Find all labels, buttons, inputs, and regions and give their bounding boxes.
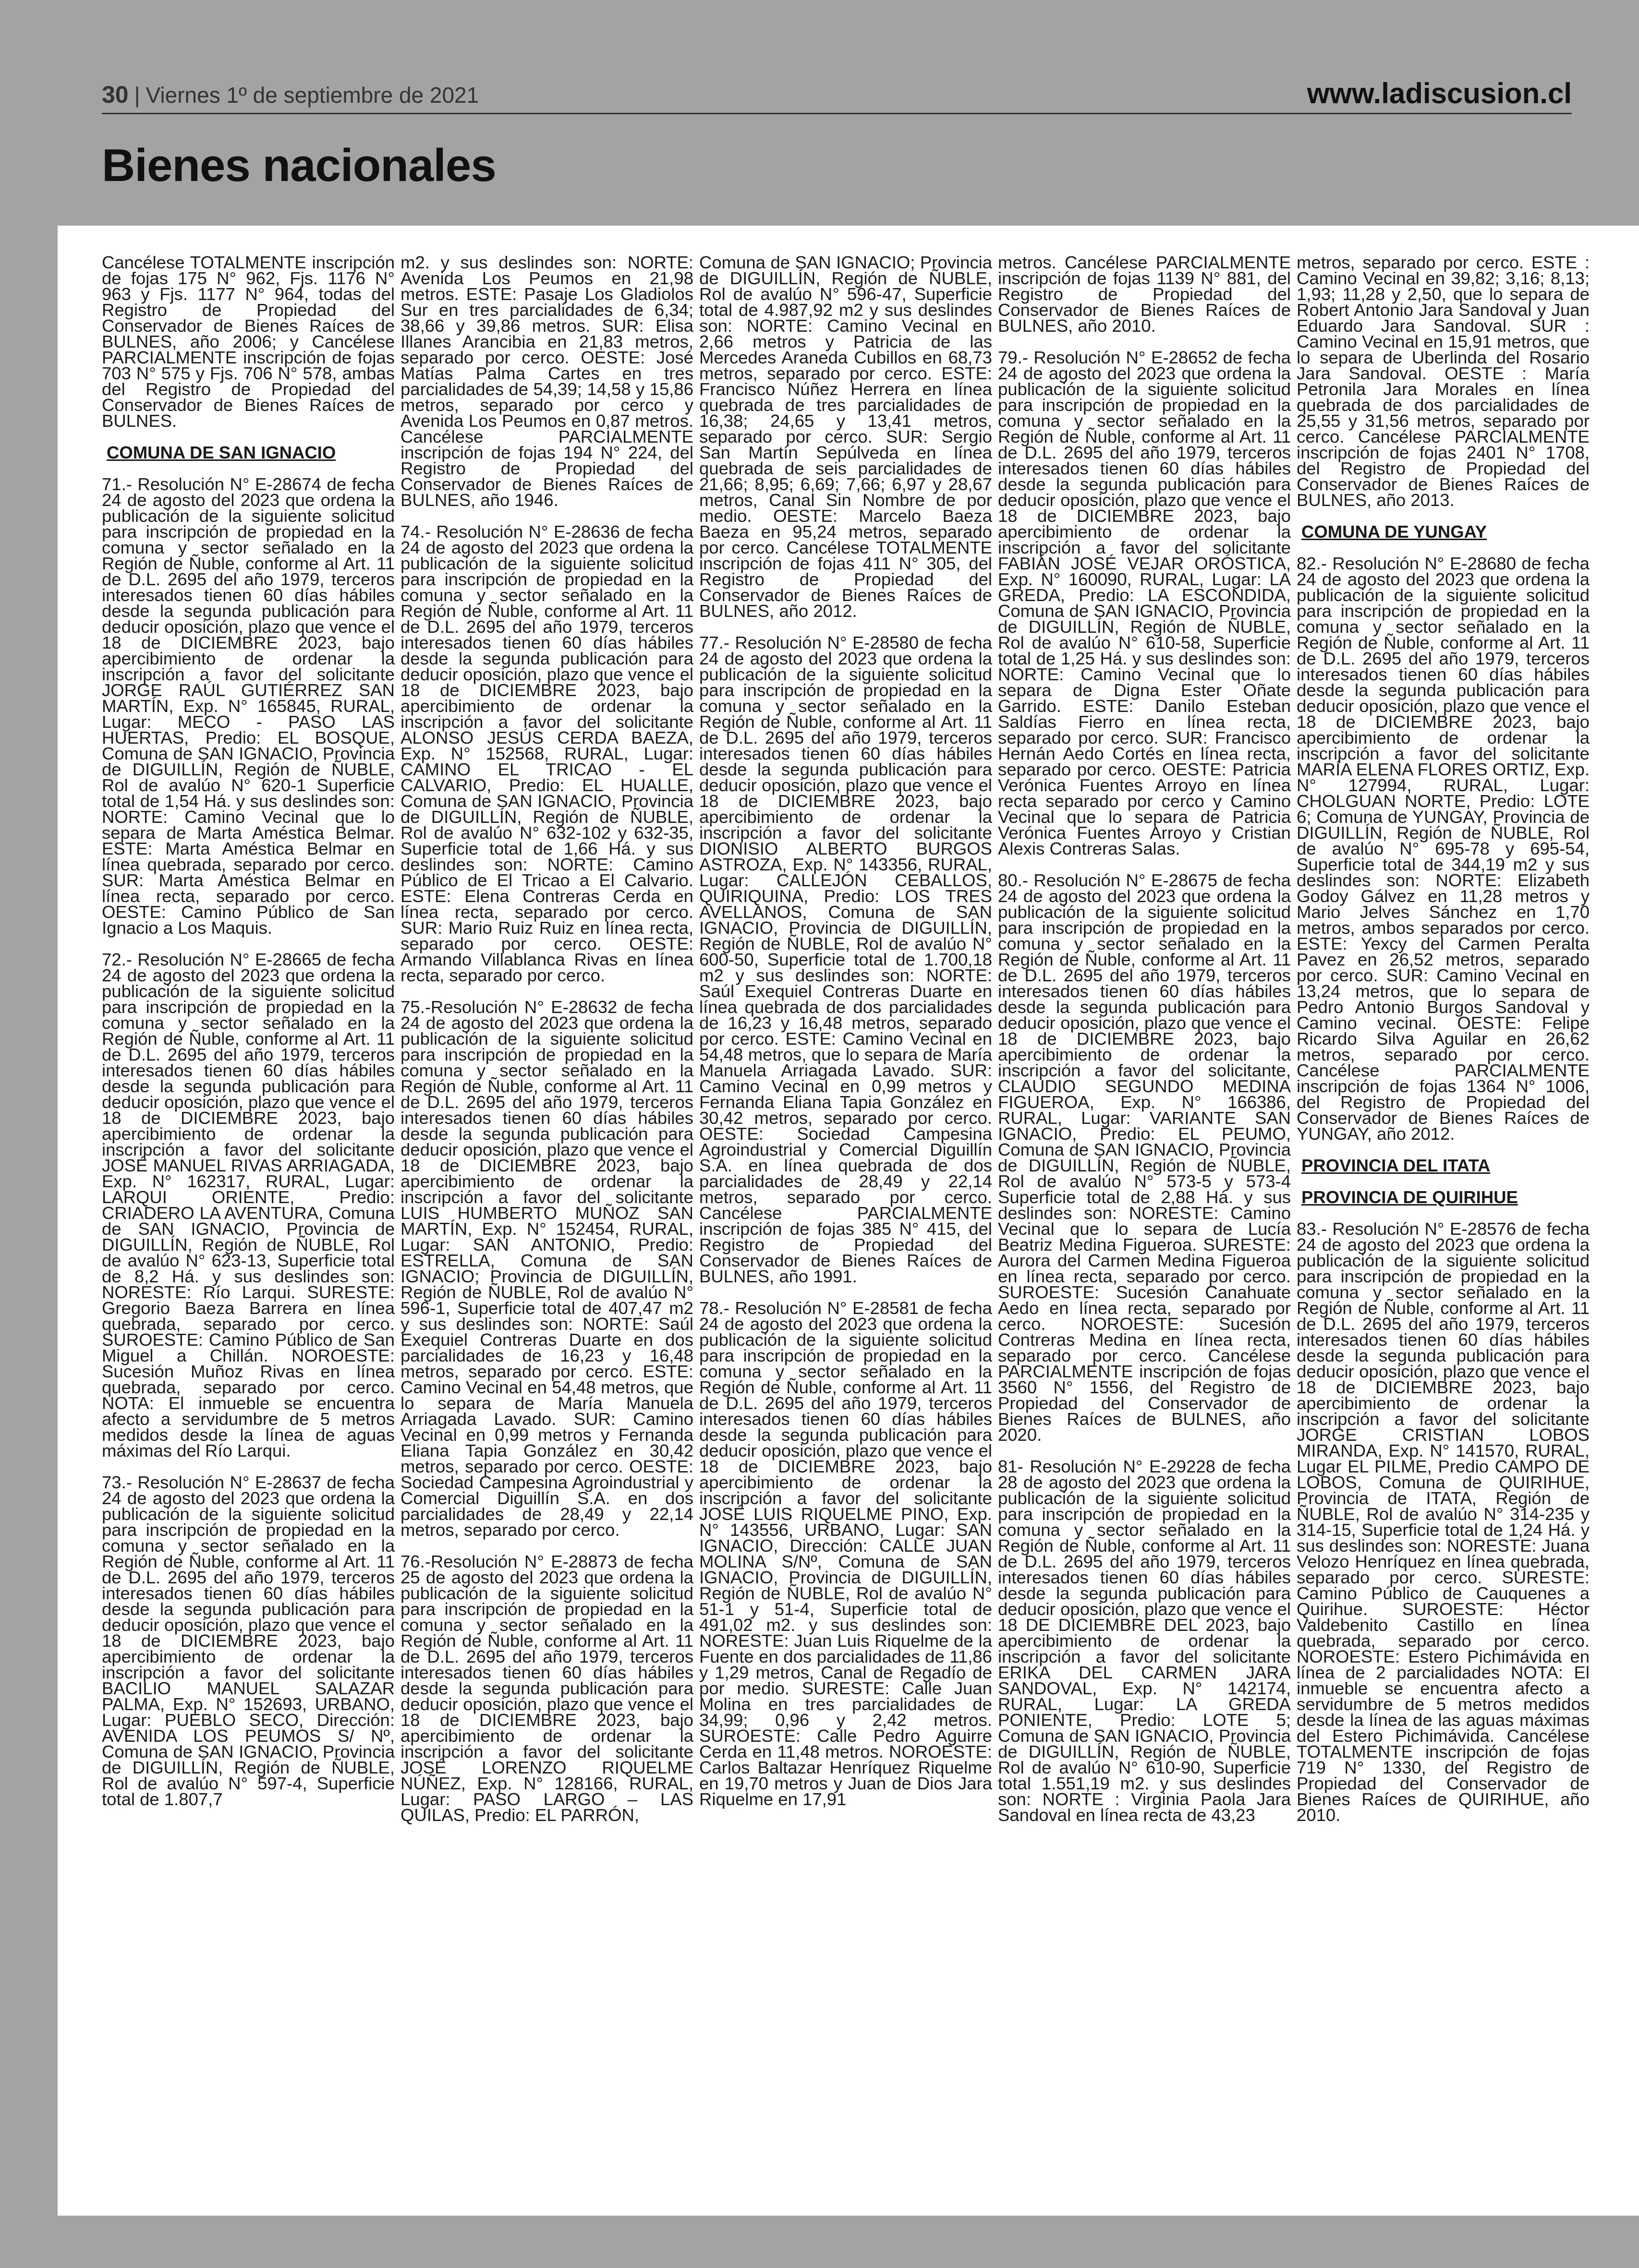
column-4 [998,254,1291,1823]
notice-paragraph: 73.- Resolución N° E-28637 de fecha 24 de agosto del 2023 que ordena la publicación de la siguiente solicitud para inscripción de propiedad en la comuna y sector señalado en la Región de Ñuble, conforme al Art. 11 de D.L. 2695 del año 1979, terceros interesados tienen 60 días hábiles desde la segunda publicación para deducir oposición, plazo que vence el 18 de DICIEMBRE 2023, bajo apercibimiento de ordenar la inscripción a favor del solicitante BACILIO MANUEL SALAZAR PALMA, Exp. N° 152693, URBANO, Lugar: PUEBLO SECO, Dirección: AVENIDA LOS PEUMOS S/ Nº, Comuna de SAN IGNACIO, Provincia de DIGUILLÍN, Región de ÑUBLE, Rol de avalúo N° 597-4, Superficie total de 1.807,7 [102,1472,395,1809]
notice-paragraph: 72.- Resolución N° E-28665 de fecha 24 de agosto del 2023 que ordena la publicación de la siguiente solicitud para inscripción de propiedad en la comuna y sector señalado en la Región de Ñuble, conforme al Art. 11 de D.L. 2695 del año 1979, terceros interesados tienen 60 días hábiles desde la segunda publicación para deducir oposición, plazo que vence el 18 de DICIEMBRE 2023, bajo apercibimiento de ordenar la inscripción a favor del solicitante JOSÉ MANUEL RIVAS ARRIAGADA, Exp. N° 162317, RURAL, Lugar: LARQUI ORIENTE, Predio: CRIADERO LA AVENTURA, Comuna de SAN IGNACIO, Provincia de DIGUILLÍN, Región de ÑUBLE, Rol de avalúo N° 623-13, Superficie total de 8,2 Há. y sus deslindes son: NORESTE: Río Larqui. SURESTE: Gregorio Baeza Barrera en línea quebrada, separado por cerco. SUROESTE: Camino Público de San Miguel a Chillán. NOROESTE: Sucesión Muñoz Rivas en línea quebrada, separado por cerco. NOTA: El inmueble se encuentra afecto a servidumbre de 5 metros medidos desde la línea de aguas máximas del Río Larqui. [102,950,395,1460]
column-1 [102,254,395,1807]
subheading: COMUNA DE SAN IGNACIO [107,443,336,462]
column-3 [699,254,992,1807]
section-title: Bienes nacionales [102,140,496,191]
folio-separator: | [134,83,140,108]
site-url[interactable]: www.ladiscusion.cl [1307,77,1572,109]
subheading: COMUNA DE YUNGAY [1301,522,1487,542]
column-2 [401,254,693,1823]
notice-paragraph: 74.- Resolución N° E-28636 de fecha 24 de agosto del 2023 que ordena la publicación de la siguiente solicitud para inscripción de propiedad en la comuna y sector señalado en la Región de Ñuble, conforme al Art. 11 de D.L. 2695 del año 1979, terceros interesados tienen 60 días hábiles desde la segunda publicación para deducir oposición, plazo que vence el 18 de DICIEMBRE 2023, bajo apercibimiento de ordenar la inscripción a favor del solicitante ALONSO JESÚS CERDA BAEZA, Exp. N° 152568, RURAL, Lugar: CAMINO EL TRICAO - EL CALVARIO, Predio: EL HUALLE, Comuna de SAN IGNACIO, Provincia de DIGUILLÍN, Región de ÑUBLE, Rol de avalúo N° 632-102 y 632-35, Superficie total de 1,66 Há. y sus deslindes son: NORTE: Camino Público de El Tricao a El Calvario. ESTE: Elena Contreras Cerda en línea recta, separado por cerco. SUR: Mario Ruiz Ruiz en línea recta, separado por cerco. OESTE: Armando Villablanca Rivas en línea recta, separado por cerco. [401,522,693,985]
notice-paragraph: Comuna de SAN IGNACIO; Provincia de DIGUILLÍN, Región de ÑUBLE, Rol de avalúo N° 596-47, Superficie total de 4.987,92 m2 y sus deslindes son: NORTE: Camino Vecinal en 2,66 metros y Patricia de las Mercedes Araneda Cubillos en 68,73 metros, separado por cerco. ESTE: Francisco Núñez Herrera en línea quebrada de tres parcialidades de 16,38; 24,65 y 13,41 metros, separado por cerco. SUR: Sergio San Martín Sepúlveda en línea quebrada de seis parcialidades de 21,66; 8,95; 6,69; 7,66; 6,97 y 28,67 metros, Canal Sin Nombre de por medio. OESTE: Marcelo Baeza Baeza en 95,24 metros, separado por cerco. Cancélese TOTALMENTE inscripción de fojas 411 N° 305, del Registro de Propiedad del Conservador de Bienes Raíces de BULNES, año 2012. [699,253,992,621]
notice-paragraph: 77.- Resolución N° E-28580 de fecha 24 de agosto del 2023 que ordena la publicación de la siguiente solicitud para inscripción de propiedad en la comuna y sector señalado en la Región de Ñuble, conforme al Art. 11 de D.L. 2695 del año 1979, terceros interesados tienen 60 días hábiles desde la segunda publicación para deducir oposición, plazo que vence el 18 de DICIEMBRE 2023, bajo apercibimiento de ordenar la inscripción a favor del solicitante DIONISIO ALBERTO BURGOS ASTROZA, Exp. N° 143356, RURAL, Lugar: CALLEJÓN CEBALLOS, QUIRIQUINA, Predio: LOS TRES AVELLANOS, Comuna de SAN IGNACIO, Provincia de DIGUILLÍN, Región de ÑUBLE, Rol de avalúo N° 600-50, Superficie total de 1.700,18 m2 y sus deslindes son: NORTE: Saúl Exequiel Contreras Duarte en línea quebrada de dos parcialidades de 16,23 y 16,48 metros, separado por cerco. ESTE: Camino Vecinal en 54,48 metros, que lo separa de María Manuela Arriagada Lavado. SUR: Camino Vecinal en 0,99 metros y Fernanda Eliana Tapia González en 30,42 metros, separado por cerco. OESTE: Sociedad Campesina Agroindustrial y Comercial Diguillín S.A. en línea quebrada de dos parcialidades de 28,49 y 22,14 metros, separado por cerco. Cancélese PARCIALMENTE inscripción de fojas 385 N° 415, del Registro de Propiedad del Conservador de Bienes Raíces de BULNES, año 1991. [699,633,992,1286]
header-rule [102,113,1572,114]
column-5 [1297,254,1590,1823]
issue-date: Viernes 1º de septiembre de 2021 [146,83,479,108]
subheading: PROVINCIA DEL ITATA [1301,1156,1491,1175]
notice-paragraph: 76.-Resolución N° E-28873 de fecha 25 de agosto del 2023 que ordena la publicación de la siguiente solicitud para inscripción de propiedad en la comuna y sector señalado en la Región de Ñuble, conforme al Art. 11 de D.L. 2695 del año 1979, terceros interesados tienen 60 días hábiles desde la segunda publicación para deducir oposición, plazo que vence el 18 de DICIEMBRE 2023, bajo apercibimiento de ordenar la inscripción a favor del solicitante JOSÉ LORENZO RIQUELME NÚÑEZ, Exp. N° 128166, RURAL, Lugar: PASO LARGO – LAS QUILAS, Predio: EL PARRÓN, [401,1552,693,1825]
notice-paragraph: 75.-Resolución N° E-28632 de fecha 24 de agosto del 2023 que ordena la publicación de la siguiente solicitud para inscripción de propiedad en la comuna y sector señalado en la Región de Ñuble, conforme al Art. 11 de D.L. 2695 del año 1979, terceros interesados tienen 60 días hábiles desde la segunda publicación para deducir oposición, plazo que vence el 18 de DICIEMBRE 2023, bajo apercibimiento de ordenar la inscripción a favor del solicitante LUIS HUMBERTO MUÑOZ SAN MARTÍN, Exp. N° 152454, RURAL, Lugar: SAN ANTONIO, Predio: ESTRELLA, Comuna de SAN IGNACIO; Provincia de DIGUILLÍN, Región de ÑUBLE, Rol de avalúo N° 596-1, Superficie total de 407,47 m2 y sus deslindes son: NORTE: Saúl Exequiel Contreras Duarte en dos parcialidades de 16,23 y 16,48 metros, separado por cerco. ESTE: Camino Vecinal en 54,48 metros, que lo separa de María Manuela Arriagada Lavado. SUR: Camino Vecinal en 0,99 metros y Fernanda Eliana Tapia González en 30,42 metros, separado por cerco. OESTE: Sociedad Campesina Agroindustrial y Comercial Diguillín S.A. en dos parcialidades de 28,49 y 22,14 metros, separado por cerco. [401,997,693,1540]
notice-paragraph: 83.- Resolución N° E-28576 de fecha 24 de agosto del 2023 que ordena la publicación de la siguiente solicitud para inscripción de propiedad en la comuna y sector señalado en la Región de Ñuble, conforme al Art. 11 de D.L. 2695 del año 1979, terceros interesados tienen 60 días hábiles desde la segunda publicación para deducir oposición, plazo que vence el 18 de DICIEMBRE 2023, bajo apercibimiento de ordenar la inscripción a favor del solicitante JORGE CRISTIAN LOBOS MIRANDA, Exp. N° 141570, RURAL, Lugar EL PILME, Predio CAMPO DE LOBOS, Comuna de QUIRIHUE, Provincia de ITATA, Región de ÑUBLE, Rol de avalúo N° 314-235 y 314-15, Superficie total de 1,24 Há. y sus deslindes son: NORESTE: Juana Velozo Henríquez en línea quebrada, separado por cerco. SURESTE: Camino Público de Cauquenes a Quirihue. SUROESTE: Héctor Valdebenito Castillo en línea quebrada, separado por cerco. NOROESTE: Estero Pichimávida en línea de 2 parcialidades NOTA: El inmueble se encuentra afecto a servidumbre de 5 metros medidos desde la línea de las aguas máximas del Estero Pichimávida. Cancélese TOTALMENTE inscripción de fojas 719 N° 1330, del Registro de Propiedad del Conservador de Bienes Raíces de QUIRIHUE, año 2010. [1297,1219,1590,1825]
notice-paragraph: Cancélese TOTALMENTE inscripción de fojas 175 N° 962, Fjs. 1176 N° 963 y Fjs. 1177 N° 964, todas del Registro de Propiedad del Conservador de Bienes Raíces de BULNES, año 2006; y Cancélese PARCIALMENTE inscripción de fojas 703 N° 575 y Fjs. 706 N° 578, ambas del Registro de Propiedad del Conservador de Bienes Raíces de BULNES. [102,253,395,431]
notice-paragraph: 79.- Resolución N° E-28652 de fecha 24 de agosto del 2023 que ordena la publicación de la siguiente solicitud para inscripción de propiedad en la comuna y sector señalado en la Región de Ñuble, conforme al Art. 11 de D.L. 2695 del año 1979, terceros interesados tienen 60 días hábiles desde la segunda publicación para deducir oposición, plazo que vence el 18 de DICIEMBRE 2023, bajo apercibimiento de ordenar la inscripción a favor del solicitante FABIÁN JOSÉ VEJAR ORÓSTICA, Exp. N° 160090, RURAL, Lugar: LA GREDA, Predio: LA ESCONDIDA, Comuna de SAN IGNACIO, Provincia de DIGUILLÍN, Región de ÑUBLE, Rol de avalúo N° 610-58, Superficie total de 1,25 Há. y sus deslindes son: NORTE: Camino Vecinal que lo separa de Digna Ester Oñate Garrido. ESTE: Danilo Esteban Saldías Fierro en línea recta, separado por cerco. SUR: Francisco Hernán Aedo Cortés en línea recta, separado por cerco. OESTE: Patricia Verónica Fuentes Arroyo en línea recta separado por cerco y Camino Vecinal que lo separa de Patricia Verónica Fuentes Arroyo y Cristian Alexis Contreras Salas. [998,348,1291,858]
notices-sheet [58,226,1639,2216]
page-number: 30 [102,81,129,108]
subheading: PROVINCIA DE QUIRIHUE [1301,1187,1518,1207]
notice-paragraph: 78.- Resolución N° E-28581 de fecha 24 de agosto del 2023 que ordena la publicación de la siguiente solicitud para inscripción de propiedad en la comuna y sector señalado en la Región de Ñuble, conforme al Art. 11 de D.L. 2695 del año 1979, terceros interesados tienen 60 días hábiles desde la segunda publicación para deducir oposición, plazo que vence el 18 de DICIEMBRE 2023, bajo apercibimiento de ordenar la inscripción a favor del solicitante JOSÉ LUIS RIQUELME PINO, Exp. N° 143556, URBANO, Lugar: SAN IGNACIO, Dirección: CALLE JUAN MOLINA S/Nº, Comuna de SAN IGNACIO, Provincia de DIGUILLÍN, Región de ÑUBLE, Rol de avalúo N° 51-1 y 51-4, Superficie total de 491,02 m2. y sus deslindes son: NORESTE: Juan Luis Riquelme de la Fuente en dos parcialidades de 11,86 y 1,29 metros, Canal de Regadío de por medio. SURESTE: Calle Juan Molina en tres parcialidades de 34,99; 0,96 y 2,42 metros. SUROESTE: Calle Pedro Aguirre Cerda en 11,48 metros. NOROESTE: Carlos Baltazar Henríquez Riquelme en 19,70 metros y Juan de Dios Jara Riquelme en 17,91 [699,1298,992,1809]
notice-paragraph: 81- Resolución N° E-29228 de fecha 28 de agosto del 2023 que ordena la publicación de la siguiente solicitud para inscripción de propiedad en la comuna y sector señalado en la Región de Ñuble, conforme al Art. 11 de D.L. 2695 del año 1979, terceros interesados tienen 60 días hábiles desde la segunda publicación para deducir oposición, plazo que vence el 18 DE DICIEMBRE DEL 2023, bajo apercibimiento de ordenar la inscripción a favor del solicitante ERIKA DEL CARMEN JARA SANDOVAL, Exp. N° 142174, RURAL, Lugar: LA GREDA PONIENTE, Predio: LOTE 5; Comuna de SAN IGNACIO, Provincia de DIGUILLÍN, Región de ÑUBLE, Rol de avalúo N° 610-90, Superficie total 1.551,19 m2. y sus deslindes son: NORTE : Virginia Paola Jara Sandoval en línea recta de 43,23 [998,1457,1291,1825]
notice-paragraph: 80.- Resolución N° E-28675 de fecha 24 de agosto del 2023 que ordena la publicación de la siguiente solicitud para inscripción de propiedad en la comuna y sector señalado en la Región de Ñuble, conforme al Art. 11 de D.L. 2695 del año 1979, terceros interesados tienen 60 días hábiles desde la segunda publicación para deducir oposición, plazo que vence el 18 de DICIEMBRE 2023, bajo apercibimiento de ordenar la inscripción a favor del solicitante, CLAUDIO SEGUNDO MEDINA FIGUEROA, Exp. N° 166386, RURAL, Lugar: VARIANTE SAN IGNACIO, Predio: EL PEUMO, Comuna de SAN IGNACIO, Provincia de DIGUILLÍN, Región de ÑUBLE, Rol de avalúo N° 573-5 y 573-4 Superficie total de 2,88 Há. y sus deslindes son: NORESTE: Camino Vecinal que lo separa de Lucía Beatriz Medina Figueroa. SURESTE: Aurora del Carmen Medina Figueroa en línea recta, separado por cerco. SUROESTE: Sucesión Canahuate Aedo en línea recta, separado por cerco. NOROESTE: Sucesión Contreras Medina en línea recta, separado por cerco. Cancélese PARCIALMENTE inscripción de fojas 3560 N° 1556, del Registro de Propiedad del Conservador de Bienes Raíces de BULNES, año 2020. [998,870,1291,1445]
notice-paragraph: 71.- Resolución N° E-28674 de fecha 24 de agosto del 2023 que ordena la publicación de la siguiente solicitud para inscripción de propiedad en la comuna y sector señalado en la Región de Ñuble, conforme al Art. 11 de D.L. 2695 del año 1979, terceros interesados tienen 60 días hábiles desde la segunda publicación para deducir oposición, plazo que vence el 18 de DICIEMBRE 2023, bajo apercibimiento de ordenar la inscripción a favor del solicitante JORGE RAÚL GUTIÉRREZ SAN MARTÍN, Exp. N° 165845, RURAL, Lugar: MECO - PASO LAS HUERTAS, Predio: EL BOSQUE, Comuna de SAN IGNACIO, Provincia de DIGUILLÍN, Región de ÑUBLE, Rol de avalúo N° 620-1 Superficie total de 1,54 Há. y sus deslindes son: NORTE: Camino Vecinal que lo separa de Marta Améstica Belmar. ESTE: Marta Améstica Belmar en línea quebrada, separado por cerco. SUR: Marta Améstica Belmar en línea recta, separado por cerco. OESTE: Camino Público de San Ignacio a Los Maquis. [102,474,395,938]
page-folio [102,81,479,109]
notice-paragraph: metros, separado por cerco. ESTE : Camino Vecinal en 39,82; 3,16; 8,13; 1,93; 11,28 y 2,50, que lo separa de Robert Antonio Jara Sandoval y Juan Eduardo Jara Sandoval. SUR : Camino Vecinal en 15,91 metros, que lo separa de Uberlinda del Rosario Jara Sandoval. OESTE : María Petronila Jara Morales en línea quebrada de dos parcialidades de 25,55 y 31,56 metros, separado por cerco. Cancélese PARCIALMENTE inscripción de fojas 2401 N° 1708, del Registro de Propiedad del Conservador de Bienes Raíces de BULNES, año 2013. [1297,253,1590,510]
notice-paragraph: 82.- Resolución N° E-28680 de fecha 24 de agosto del 2023 que ordena la publicación de la siguiente solicitud para inscripción de propiedad en la comuna y sector señalado en la Región de Ñuble, conforme al Art. 11 de D.L. 2695 del año 1979, terceros interesados tienen 60 días hábiles desde la segunda publicación para deducir oposición, plazo que vence el 18 de DICIEMBRE 2023, bajo apercibimiento de ordenar la inscripción a favor del solicitante MARÍA ELENA FLORES ORTIZ, Exp. N° 127994, RURAL, Lugar: CHOLGUAN NORTE, Predio: LOTE 6; Comuna de YUNGAY, Provincia de DIGUILLÍN, Región de ÑUBLE, Rol de avalúo N° 695-78 y 695-54, Superficie total de 344,19 m2 y sus deslindes son: NORTE: Elizabeth Godoy Gálvez en 11,28 metros y Mario Jelves Sánchez en 1,70 metros, ambos separados por cerco. ESTE: Yexcy del Carmen Peralta Pavez en 26,52 metros, separado por cerco. SUR: Camino Vecinal en 13,24 metros, que lo separa de Pedro Antonio Burgos Sandoval y Camino vecinal. OESTE: Felipe Ricardo Silva Aguilar en 26,62 metros, separado por cerco. Cancélese PARCIALMENTE inscripción de fojas 1364 N° 1006, del Registro de Propiedad del Conservador de Bienes Raíces de YUNGAY, año 2012. [1297,554,1590,1144]
notice-paragraph: metros. Cancélese PARCIALMENTE inscripción de fojas 1139 N° 881, del Registro de Propiedad del Conservador de Bienes Raíces de BULNES, año 2010. [998,253,1291,336]
notice-paragraph: m2. y sus deslindes son: NORTE: Avenida Los Peumos en 21,98 metros. ESTE: Pasaje Los Gladiolos Sur en tres parcialidades de 6,34; 38,66 y 39,86 metros. SUR: Elisa Illanes Arancibia en 21,83 metros, separado por cerco. OESTE: José Matías Palma Cartes en tres parcialidades de 54,39; 14,58 y 15,86 metros, separado por cerco y Avenida Los Peumos en 0,87 metros. Cancélese PARCIALMENTE inscripción de fojas 194 N° 224, del Registro de Propiedad del Conservador de Bienes Raíces de BULNES, año 1946. [401,253,693,510]
